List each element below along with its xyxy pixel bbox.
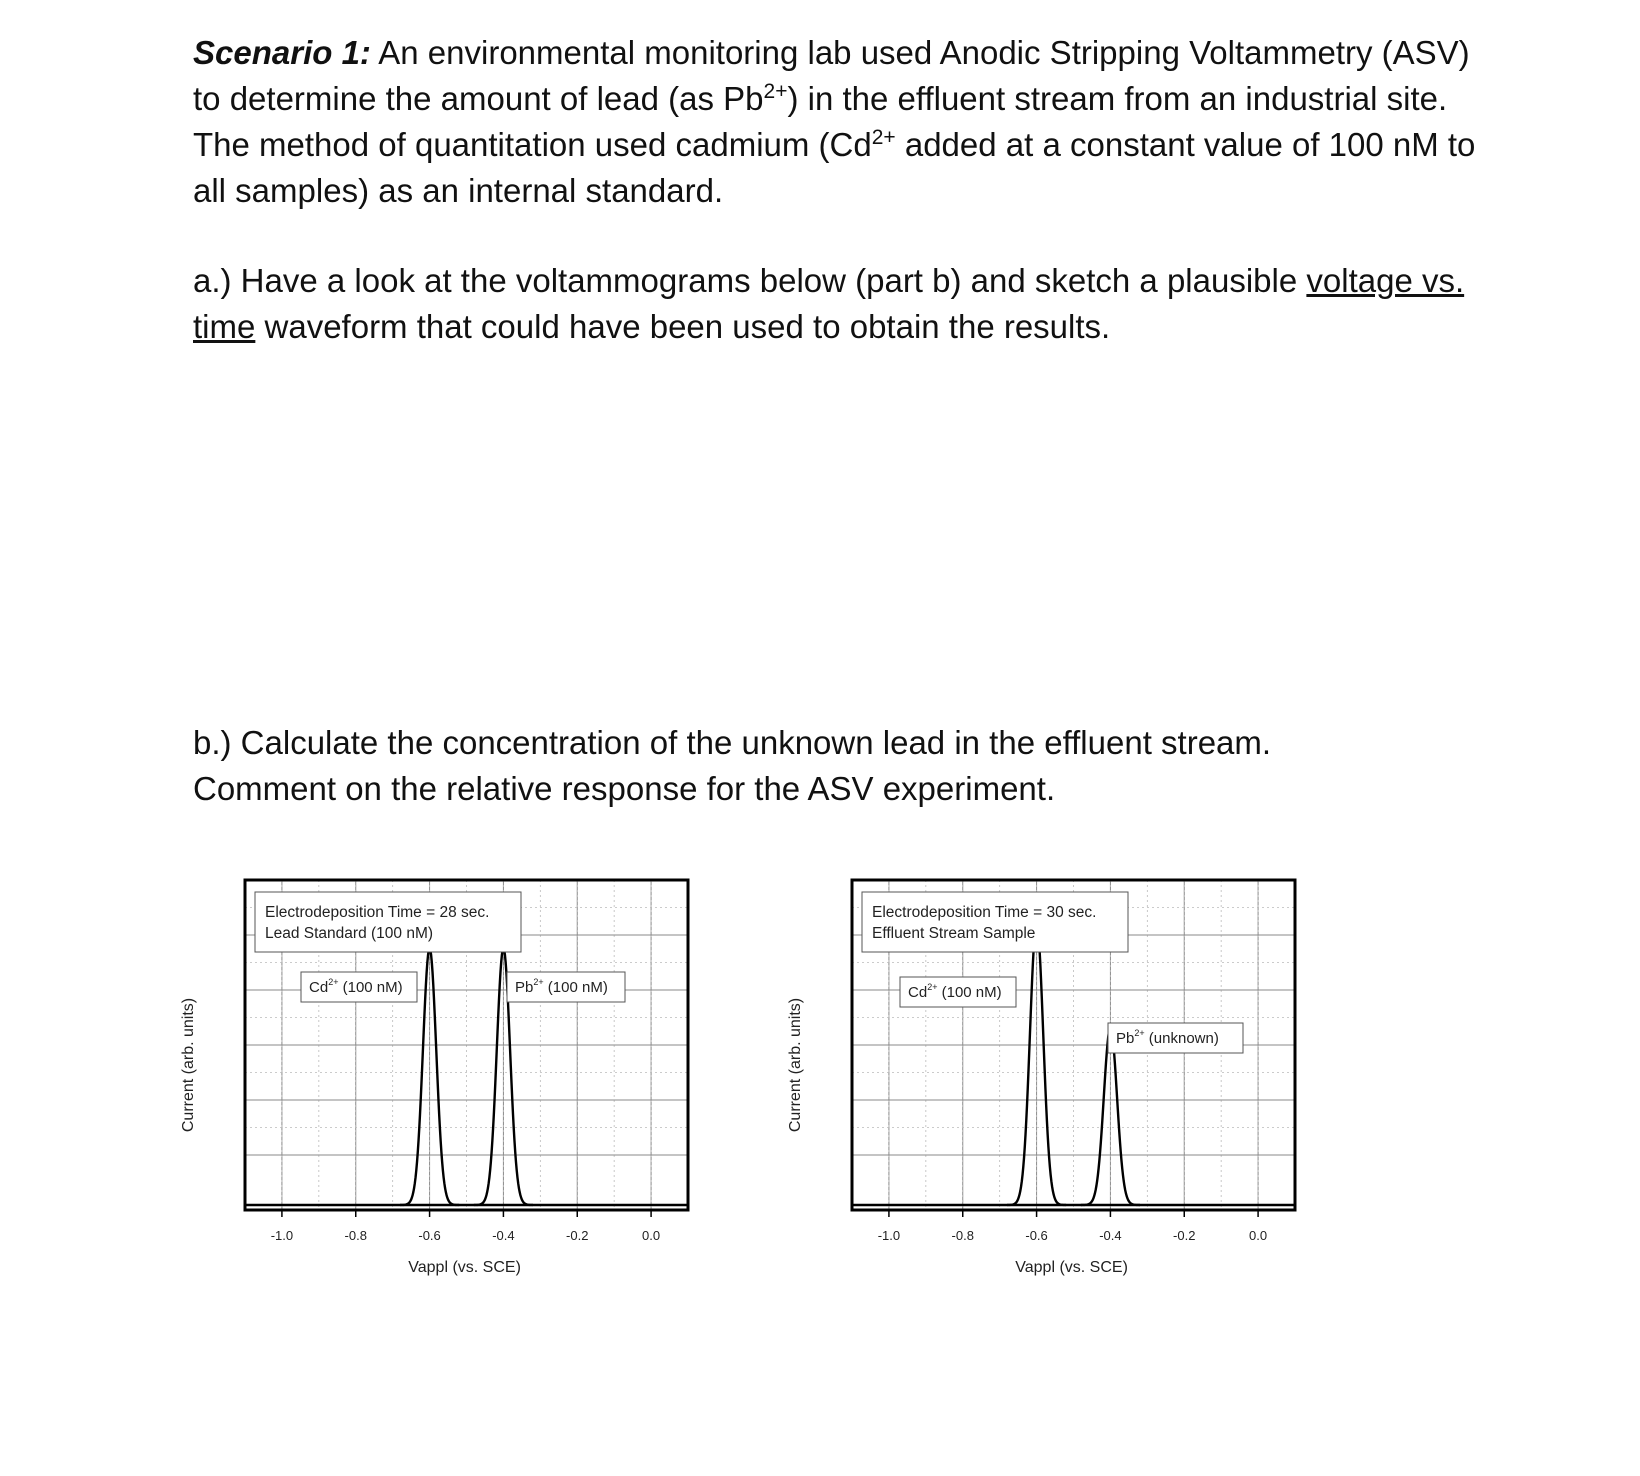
info-box-line: Electrodeposition Time = 28 sec. — [265, 904, 490, 921]
x-axis-label: Vappl (vs. SCE) — [408, 1259, 521, 1276]
scenario-text-2: ) in the effluent stream from an industrial site. The method of quantitation used cadmium (Cd — [193, 80, 1448, 163]
y-axis-label: Current (arb. units) — [180, 997, 197, 1133]
x-axis-label: Vappl (vs. SCE) — [1015, 1259, 1128, 1276]
x-tick-label: -0.4 — [1099, 1228, 1122, 1243]
scenario-label: Scenario 1: — [193, 34, 371, 71]
part-b-line-1: b.) Calculate the concentration of the unknown lead in the effluent stream. — [193, 724, 1272, 761]
y-axis-label: Current (arb. units) — [787, 997, 804, 1133]
part-b-line-2: Comment on the relative response for the ASV experiment. — [193, 770, 1056, 807]
part-a-text-2: waveform that could have been used to obtain the results. — [255, 308, 1111, 345]
info-box — [255, 892, 521, 952]
x-tick-label: 0.0 — [642, 1228, 661, 1243]
x-tick-label: -0.8 — [951, 1228, 974, 1243]
superscript: 2+ — [763, 80, 788, 103]
scenario-paragraph — [193, 30, 1493, 214]
info-box-line: Effluent Stream Sample — [872, 925, 1036, 942]
x-tick-label: -1.0 — [270, 1228, 294, 1243]
scenario-text-1: An environmental monitoring lab used Anodic Stripping Voltammetry (ASV) to determine the amount of lead (as Pb — [193, 34, 1470, 117]
voltammogram-standard — [175, 880, 735, 1340]
info-box-line: Electrodeposition Time = 30 sec. — [872, 904, 1097, 921]
x-tick-label: 0.0 — [1249, 1228, 1268, 1243]
peak-label: $Pb^{2+}$ (100 nM) — [515, 977, 608, 996]
chart-svg — [175, 880, 735, 1340]
info-box-line: Lead Standard (100 nM) — [265, 925, 434, 942]
peak-label: $Pb^{2+}$ (unknown) — [1116, 1028, 1219, 1047]
scenario-text-3: added at a constant value of 100 nM to all samples) as an internal standard. — [193, 126, 1476, 209]
x-tick-label: -0.4 — [492, 1228, 515, 1243]
voltammogram-effluent — [782, 880, 1342, 1340]
x-tick-label: -1.0 — [877, 1228, 901, 1243]
superscript: 2+ — [871, 126, 896, 149]
info-box — [862, 892, 1128, 952]
part-a-text-1: a.) Have a look at the voltammograms below (part b) and sketch a plausible — [193, 262, 1307, 299]
x-tick-label: -0.6 — [1025, 1228, 1048, 1243]
scenario-block — [193, 30, 1493, 350]
peak-label: $Cd^{2+}$ (100 nM) — [309, 977, 403, 996]
x-tick-label: -0.2 — [1173, 1228, 1196, 1243]
x-tick-label: -0.6 — [418, 1228, 441, 1243]
part-a-underlined: voltage vs. time — [193, 262, 1465, 345]
part-b-question — [193, 720, 1493, 812]
part-a-question — [193, 258, 1493, 350]
x-tick-label: -0.8 — [344, 1228, 367, 1243]
x-tick-label: -0.2 — [566, 1228, 589, 1243]
chart-svg — [782, 880, 1342, 1340]
peak-label: $Cd^{2+}$ (100 nM) — [908, 982, 1002, 1001]
